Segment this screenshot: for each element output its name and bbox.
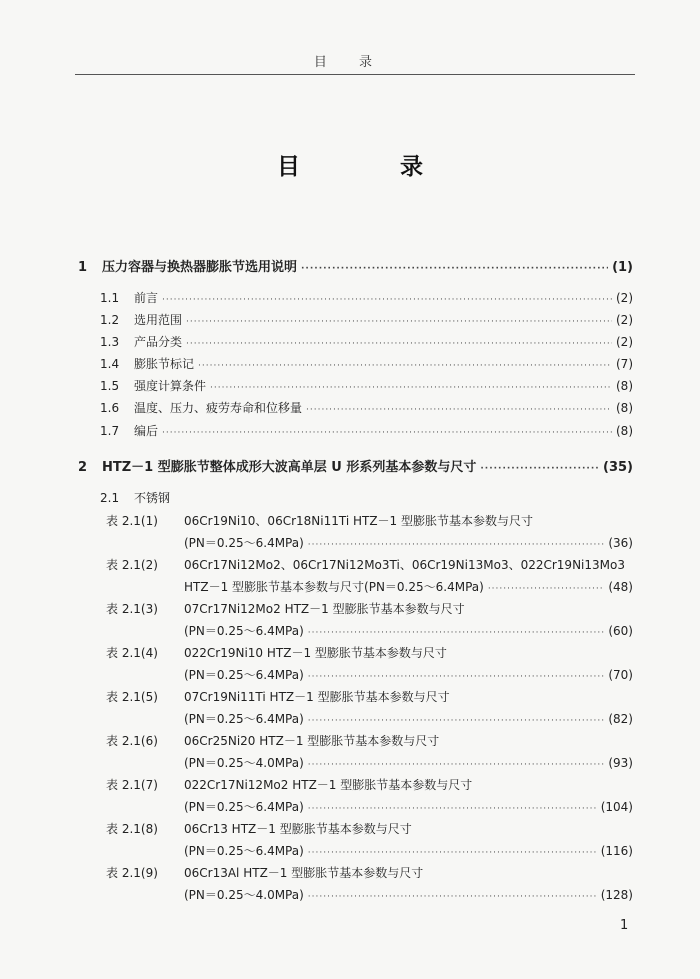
section-title: 产品分类 <box>134 335 183 349</box>
table-entry-label[interactable]: 表 2.1(8) <box>106 822 158 836</box>
dot-leader <box>306 405 612 415</box>
section-number: 1.1 <box>100 291 120 305</box>
dot-leader <box>186 317 612 327</box>
section-title: 选用范围 <box>134 313 183 327</box>
table-entry-line2[interactable] <box>184 578 633 595</box>
table-entry-line2[interactable] <box>184 798 633 815</box>
toc-chapter-2[interactable] <box>78 456 633 475</box>
table-entry-range: (PN＝0.25～6.4MPa) <box>184 668 304 682</box>
toc-section-1-2[interactable] <box>100 311 633 328</box>
page-number: 1 <box>620 918 629 933</box>
subsection-title: 不锈钢 <box>134 491 171 505</box>
section-page: (8) <box>616 424 633 438</box>
table-entry-line1: 022Cr17Ni12Mo2 HTZ－1 型膨胀节基本参数与尺寸 <box>184 778 473 792</box>
chapter-page: (1) <box>612 260 633 275</box>
page-title: 目 录 <box>276 154 469 180</box>
section-number: 1.2 <box>100 313 120 327</box>
section-title: 强度计算条件 <box>134 379 207 393</box>
table-entry-range: (PN＝0.25～6.4MPa) <box>184 624 304 638</box>
section-title: 前言 <box>134 291 159 305</box>
table-entry-line2[interactable] <box>184 886 633 903</box>
table-entry-line2[interactable] <box>184 622 633 639</box>
section-page: (2) <box>616 313 633 327</box>
table-entry-range: (PN＝0.25～6.4MPa) <box>184 800 304 814</box>
subsection-number: 2.1 <box>100 491 120 505</box>
table-entry-line2[interactable] <box>184 710 633 727</box>
table-entry-page: (128) <box>600 888 633 902</box>
table-entry-line1: 06Cr25Ni20 HTZ－1 型膨胀节基本参数与尺寸 <box>184 734 440 748</box>
table-entry-label[interactable]: 表 2.1(9) <box>106 866 158 880</box>
table-entry-page: (60) <box>608 624 633 638</box>
dot-leader <box>308 760 605 770</box>
chapter-number: 1 <box>78 260 88 275</box>
table-entry-page: (36) <box>608 536 633 550</box>
section-number: 1.7 <box>100 424 120 438</box>
table-entry-label[interactable]: 表 2.1(6) <box>106 734 158 748</box>
dot-leader <box>308 848 597 858</box>
table-entry-label[interactable]: 表 2.1(5) <box>106 690 158 704</box>
dot-leader <box>162 428 612 438</box>
chapter-page: (35) <box>603 460 633 475</box>
toc-section-1-3[interactable] <box>100 333 633 350</box>
dot-leader <box>308 892 597 902</box>
running-header: 目 录 <box>313 55 387 70</box>
section-number: 1.5 <box>100 379 120 393</box>
section-page: (2) <box>616 335 633 349</box>
table-entry-range: (PN＝0.25～6.4MPa) <box>184 844 304 858</box>
toc-section-1-5[interactable] <box>100 377 633 394</box>
section-title: 膨胀节标记 <box>134 357 195 371</box>
section-number: 1.6 <box>100 401 120 415</box>
table-entry-line2[interactable] <box>184 754 633 771</box>
section-page: (2) <box>616 291 633 305</box>
table-entry-range: (PN＝0.25～4.0MPa) <box>184 756 304 770</box>
table-entry-line2[interactable] <box>184 534 633 551</box>
table-entry-line1: 06Cr19Ni10、06Cr18Ni11Ti HTZ－1 型膨胀节基本参数与尺寸 <box>184 514 533 528</box>
table-entry-page: (70) <box>608 668 633 682</box>
table-entry-line1: 07Cr17Ni12Mo2 HTZ－1 型膨胀节基本参数与尺寸 <box>184 602 465 616</box>
section-number: 1.4 <box>100 357 120 371</box>
section-number: 1.3 <box>100 335 120 349</box>
table-entry-range: (PN＝0.25～6.4MPa) <box>184 712 304 726</box>
header-rule <box>75 74 635 75</box>
toc-section-1-6[interactable] <box>100 399 633 416</box>
table-entry-range: (PN＝0.25～4.0MPa) <box>184 888 304 902</box>
dot-leader <box>308 716 605 726</box>
dot-leader <box>308 804 597 814</box>
table-entry-range: (PN＝0.25～6.4MPa) <box>184 536 304 550</box>
dot-leader <box>488 584 605 594</box>
dot-leader <box>198 361 612 371</box>
toc-section-1-4[interactable] <box>100 355 633 372</box>
table-entry-page: (82) <box>608 712 633 726</box>
dot-leader <box>480 464 599 474</box>
dot-leader <box>186 339 612 349</box>
dot-leader <box>308 540 605 550</box>
dot-leader <box>308 672 605 682</box>
table-entry-label[interactable]: 表 2.1(1) <box>106 514 158 528</box>
dot-leader <box>210 383 612 393</box>
dot-leader <box>162 295 612 305</box>
table-entry-line1: 07Cr19Ni11Ti HTZ－1 型膨胀节基本参数与尺寸 <box>184 690 450 704</box>
table-entry-line2[interactable] <box>184 842 633 859</box>
dot-leader <box>308 628 605 638</box>
chapter-title: 压力容器与换热器膨胀节选用说明 <box>102 260 298 275</box>
table-entry-line1: 022Cr19Ni10 HTZ－1 型膨胀节基本参数与尺寸 <box>184 646 447 660</box>
table-entry-range: HTZ－1 型膨胀节基本参数与尺寸(PN＝0.25～6.4MPa) <box>184 580 484 594</box>
table-entry-label[interactable]: 表 2.1(2) <box>106 558 158 572</box>
table-entry-line2[interactable] <box>184 666 633 683</box>
toc-subsection-2-1[interactable] <box>100 489 170 506</box>
table-entry-page: (93) <box>608 756 633 770</box>
table-entry-page: (48) <box>608 580 633 594</box>
table-entry-line1: 06Cr13Al HTZ－1 型膨胀节基本参数与尺寸 <box>184 866 424 880</box>
section-title: 编后 <box>134 424 159 438</box>
table-entry-label[interactable]: 表 2.1(3) <box>106 602 158 616</box>
table-entry-page: (116) <box>600 844 633 858</box>
chapter-number: 2 <box>78 460 88 475</box>
section-page: (7) <box>616 357 633 371</box>
table-entry-label[interactable]: 表 2.1(7) <box>106 778 158 792</box>
table-entry-line1: 06Cr17Ni12Mo2、06Cr17Ni12Mo3Ti、06Cr19Ni13Mo3、022Cr19Ni13Mo3 <box>184 558 625 572</box>
section-page: (8) <box>616 401 633 415</box>
toc-chapter-1[interactable] <box>78 256 633 275</box>
chapter-title: HTZ－1 型膨胀节整体成形大波高单层 U 形系列基本参数与尺寸 <box>102 460 477 475</box>
section-title: 温度、压力、疲劳寿命和位移量 <box>134 401 303 415</box>
toc-section-1-1[interactable] <box>100 289 633 306</box>
section-page: (8) <box>616 379 633 393</box>
dot-leader <box>301 264 608 274</box>
table-entry-label[interactable]: 表 2.1(4) <box>106 646 158 660</box>
toc-section-1-7[interactable] <box>100 422 633 439</box>
table-entry-line1: 06Cr13 HTZ－1 型膨胀节基本参数与尺寸 <box>184 822 412 836</box>
table-entry-page: (104) <box>600 800 633 814</box>
